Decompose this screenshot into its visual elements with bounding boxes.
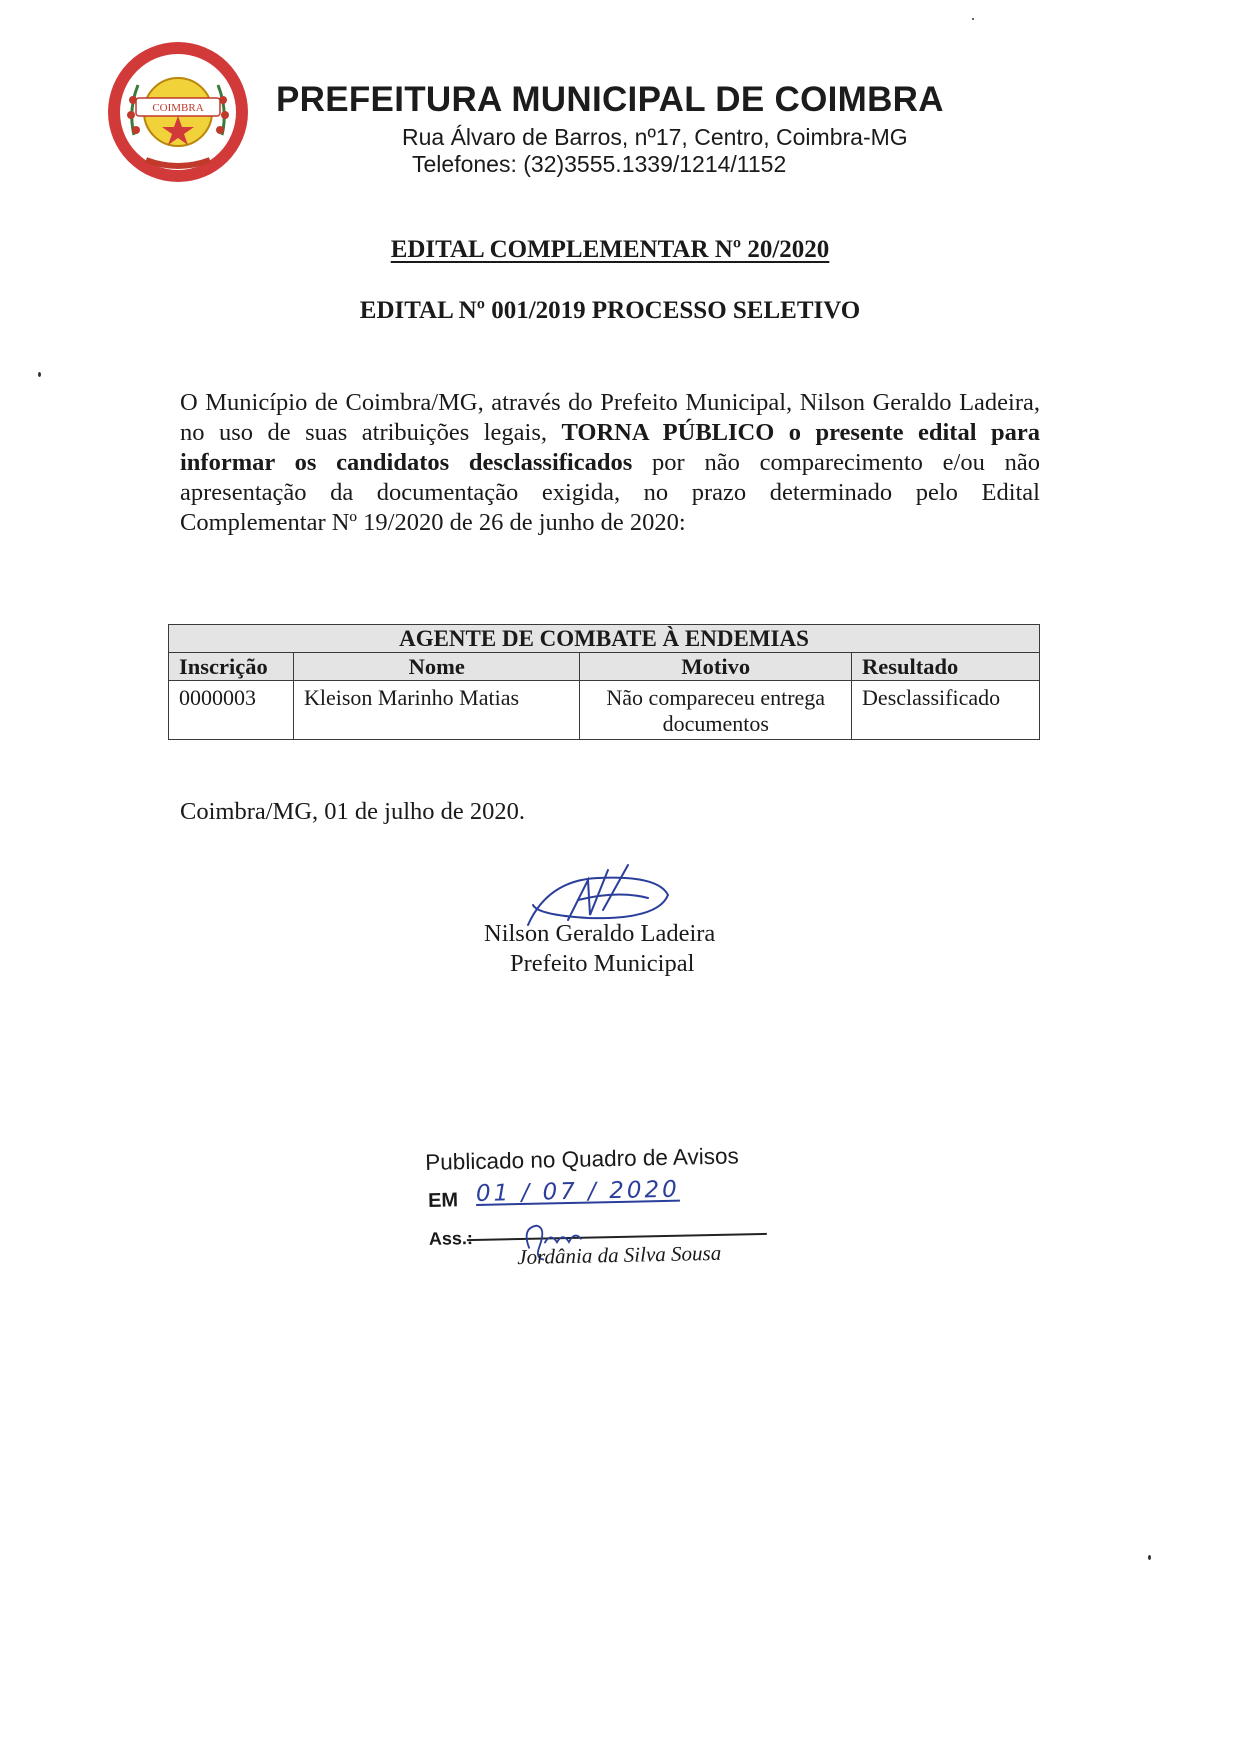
place-and-date: Coimbra/MG, 01 de julho de 2020. xyxy=(180,798,526,825)
column-header-motivo: Motivo xyxy=(580,653,852,681)
body-text-bold: TORNA PÚBLICO o presente edital para informar os candidatos desclassificados xyxy=(180,419,1040,476)
table-header-row xyxy=(169,653,1040,681)
body-text-part2: por não comparecimento e/ou não apresentação da documentação exigida, no prazo determinado pelo Edital Complementar Nº 19/2020 de 26 de junho de 2020: xyxy=(180,449,1040,536)
cell-inscricao: 0000003 xyxy=(169,681,294,740)
body-paragraph xyxy=(180,388,1040,538)
municipal-seal xyxy=(106,40,251,185)
results-table xyxy=(168,624,1040,740)
scan-speck xyxy=(38,372,41,377)
organization-name: PREFEITURA MUNICIPAL DE COIMBRA xyxy=(276,80,944,119)
seal-text: COIMBRA xyxy=(152,102,204,114)
column-header-inscricao: Inscrição xyxy=(169,653,294,681)
scan-speck xyxy=(1148,1555,1151,1560)
cell-nome: Kleison Marinho Matias xyxy=(293,681,579,740)
organization-phones: Telefones: (32)3555.1339/1214/1152 xyxy=(412,151,787,177)
stamp-signature-line xyxy=(467,1233,767,1241)
cell-resultado: Desclassificado xyxy=(852,681,1040,740)
organization-address: Rua Álvaro de Barros, nº17, Centro, Coimbra-MG xyxy=(402,124,908,150)
table-row xyxy=(169,681,1040,740)
column-header-nome: Nome xyxy=(293,653,579,681)
cell-motivo: Não compareceu entrega documentos xyxy=(580,681,852,740)
document-subtitle: EDITAL Nº 001/2019 PROCESSO SELETIVO xyxy=(359,297,861,324)
column-header-resultado: Resultado xyxy=(852,653,1040,681)
stamp-signature-label: Ass.: xyxy=(428,1228,474,1249)
signer-role: Prefeito Municipal xyxy=(510,950,695,977)
stamp-title: Publicado no Quadro de Avisos xyxy=(425,1143,740,1175)
document-title: EDITAL COMPLEMENTAR Nº 20/2020 xyxy=(390,236,830,263)
stamp-handwritten-date: 01 / 07 / 2020 xyxy=(475,1176,680,1207)
scan-speck xyxy=(972,18,974,20)
body-text-part1: O Município de Coimbra/MG, através do Prefeito Municipal, Nilson Geraldo Ladeira, no uso de suas atribuições legais, xyxy=(180,389,1040,446)
table-caption-row xyxy=(169,625,1040,653)
stamp-signer-name: Jordânia da Silva Sousa xyxy=(517,1240,722,1270)
stamp-date-label: EM xyxy=(427,1189,459,1212)
table-caption: AGENTE DE COMBATE À ENDEMIAS xyxy=(169,625,1040,653)
publication-stamp xyxy=(425,1142,788,1280)
signer-name: Nilson Geraldo Ladeira xyxy=(484,920,716,947)
